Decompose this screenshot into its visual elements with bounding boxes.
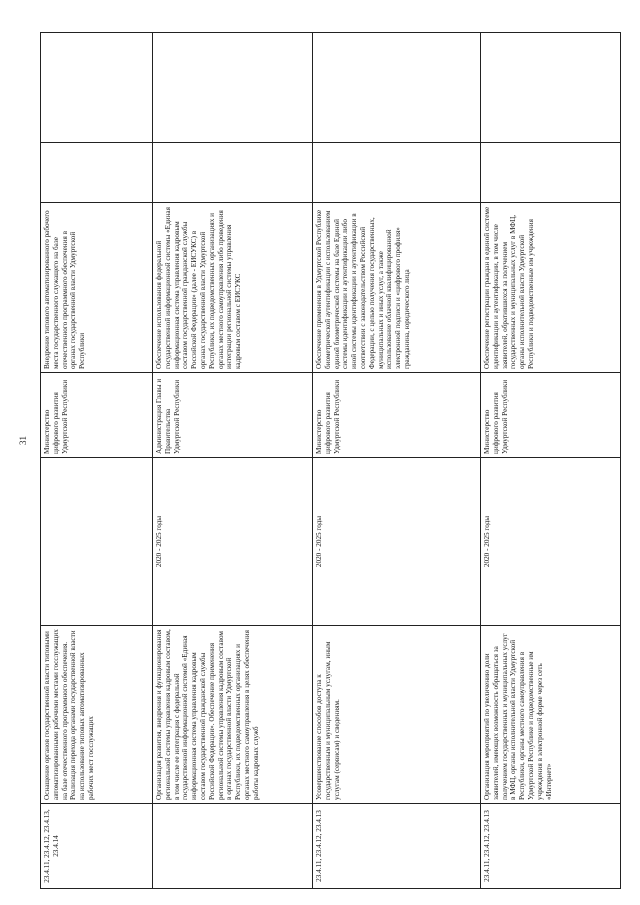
rotated-page (40, 33, 620, 889)
table-row (153, 33, 313, 889)
table-row (41, 33, 153, 889)
measure-cell: Обеспечение использования федеральной государственной информационной системы «Единая информационная система управления кадровым составом государственной гражданской службы Российской Федерации» (далее - ЕИСУКС) в органах государственной власти Удмуртской Республики, их подведомственных организациях и органах местного самоуправления либо проведения интеграции региональной системы управления кадровым составом с ЕИСУКС (153, 203, 313, 373)
term-cell: 2020 - 2025 годы (153, 458, 313, 626)
measure-cell: Обеспечение применения в Удмуртской Республике биометрической аутентификации с использованием единой биометрической системы на базе Единой системы идентификации и аутентификации либо иной системы идентификации и аутентификации в соответствии с законодательством Российской Федерации, с целью получения государственных, муниципальных и иных услуг, а также использование облачной квалифицированной электронной подписи и «цифрового профиля» гражданина, юридического лица (313, 203, 481, 373)
number-cell (313, 33, 481, 143)
term-cell (41, 458, 153, 626)
result-cell: Усовершенствование способов доступа к государственным и муниципальным услугам, иным услугам (сервисам) и сведениям. (313, 626, 481, 804)
number-cell (41, 33, 153, 143)
blank-cell (481, 143, 621, 203)
executor-cell: Министерство цифрового развития Удмуртской Республики (481, 373, 621, 458)
measure-cell: Внедрение типового автоматизированного рабочего места государственного служащего на базе отечественного программного обеспечения в органах государственной власти Удмуртской Республики (41, 203, 153, 373)
result-cell: Организация развития, внедрения и функционирования региональной системы управления кадровым составом, в том числе ее интеграция с федеральной государственной информационной системой «Единая информационная система управления кадровым составом государственной гражданской службы Российской Федерации». Обеспечение применения региональной системы управления кадровым составом в органах государственной власти Удмуртской Республики, их подведомственных организациях и органах местного самоуправления в целях обеспечения работы кадровых служб (153, 626, 313, 804)
number-cell (481, 33, 621, 143)
blank-cell (313, 143, 481, 203)
executor-cell: Министерство цифрового развития Удмуртской Республики (41, 373, 153, 458)
term-cell: 2020 - 2025 годы (481, 458, 621, 626)
number-cell (153, 33, 313, 143)
blank-cell (153, 143, 313, 203)
executor-cell: Министерство цифрового развития Удмуртской Республики (313, 373, 481, 458)
refs-cell: 23.4.11, 23.4.12, 23.4.13 (481, 804, 621, 889)
refs-cell: 23.4.11, 23.4.12, 23.4.13, 23.4.14 (41, 804, 153, 889)
table-row (481, 33, 621, 889)
measures-table (40, 32, 621, 889)
table-row (313, 33, 481, 889)
result-cell: Оснащение органов государственной власти типовыми автоматизированными рабочими местами госслужащих на базе отечественного программного обеспечения. Реализация перехода органами государственной власти на использование типовых автоматизированных рабочих мест госслужащих (41, 626, 153, 804)
page-number: 31 (18, 436, 28, 445)
refs-cell: 23.4.11, 23.4.12, 23.4.13 (313, 804, 481, 889)
refs-cell (153, 804, 313, 889)
term-cell: 2020 - 2025 годы (313, 458, 481, 626)
measure-cell: Обеспечение регистрации граждан в единой системе идентификации и аутентификации, в том числе заявителей, обратившихся за получением государственных и муниципальных услуг в МФЦ, органы исполнительной власти Удмуртской Республики и подведомственные им учреждения (481, 203, 621, 373)
executor-cell: Администрация Главы и Правительства Удмуртской Республики (153, 373, 313, 458)
blank-cell (41, 143, 153, 203)
result-cell: Организация мероприятий по увеличению доли заявителей, имеющих возможность обращаться за получением государственных и муниципальных услуг в МФЦ, органы исполнительной власти Удмуртской Республики, органы местного самоуправления в Удмуртской Республике и подведомственные им учреждения в электронной форме через сеть «Интернет» (481, 626, 621, 804)
